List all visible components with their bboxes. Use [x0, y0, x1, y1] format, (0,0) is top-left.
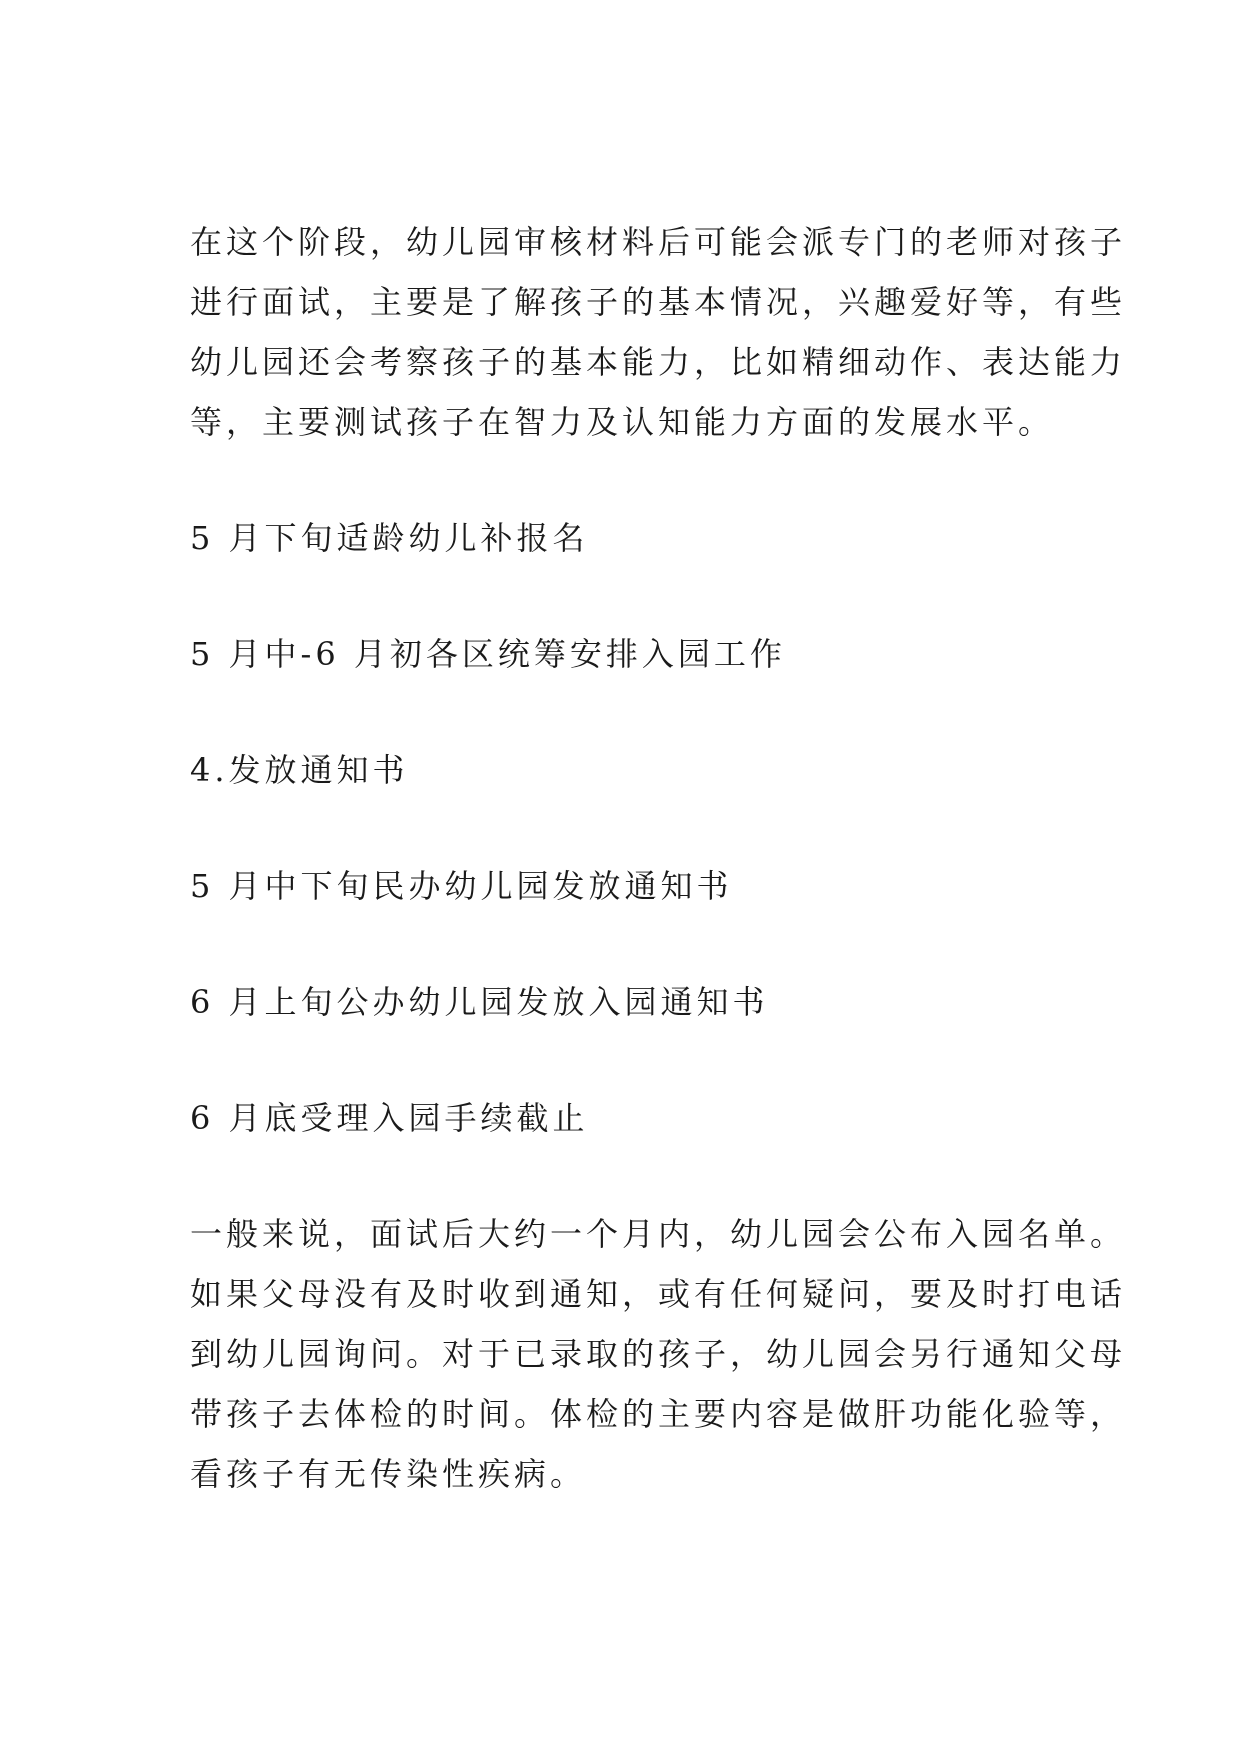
- paragraph-private-notices: [190, 856, 1090, 916]
- text-line: 进行面试，主要是了解孩子的基本情况，兴趣爱好等，有些: [190, 283, 1127, 321]
- text-line: 5 月中-6 月初各区统筹安排入园工作: [190, 635, 786, 673]
- text-line: 幼儿园还会考察孩子的基本能力，比如精细动作、表达能力: [190, 343, 1127, 381]
- paragraph-admission-list: [190, 1204, 1127, 1504]
- paragraph-deadline: [190, 1088, 1090, 1148]
- text-line: 6 月底受理入园手续截止: [190, 1099, 589, 1137]
- text-line: 等，主要测试孩子在智力及认知能力方面的发展水平。: [190, 403, 1055, 441]
- paragraph-district-arrangement: [190, 624, 1090, 684]
- text-line: 5 月下旬适龄幼儿补报名: [190, 519, 589, 557]
- paragraph-interview: [190, 212, 1127, 452]
- text-line: 一般来说，面试后大约一个月内，幼儿园会公布入园名单。: [190, 1215, 1127, 1253]
- text-line: 到幼儿园询问。对于已录取的孩子，幼儿园会另行通知父母: [190, 1335, 1127, 1373]
- text-line: 如果父母没有及时收到通知，或有任何疑问，要及时打电话: [190, 1275, 1127, 1313]
- paragraph-public-notices: [190, 972, 1090, 1032]
- text-line: 看孩子有无传染性疾病。: [190, 1455, 587, 1493]
- section-heading-notices: [190, 740, 1090, 800]
- text-line: 带孩子去体检的时间。体检的主要内容是做肝功能化验等，: [190, 1395, 1127, 1433]
- text-line: 在这个阶段，幼儿园审核材料后可能会派专门的老师对孩子: [190, 223, 1127, 261]
- paragraph-late-may-registration: [190, 508, 1090, 568]
- text-line: 6 月上旬公办幼儿园发放入园通知书: [190, 983, 769, 1021]
- text-line: 5 月中下旬民办幼儿园发放通知书: [190, 867, 733, 905]
- text-line: 4.发放通知书: [190, 751, 409, 789]
